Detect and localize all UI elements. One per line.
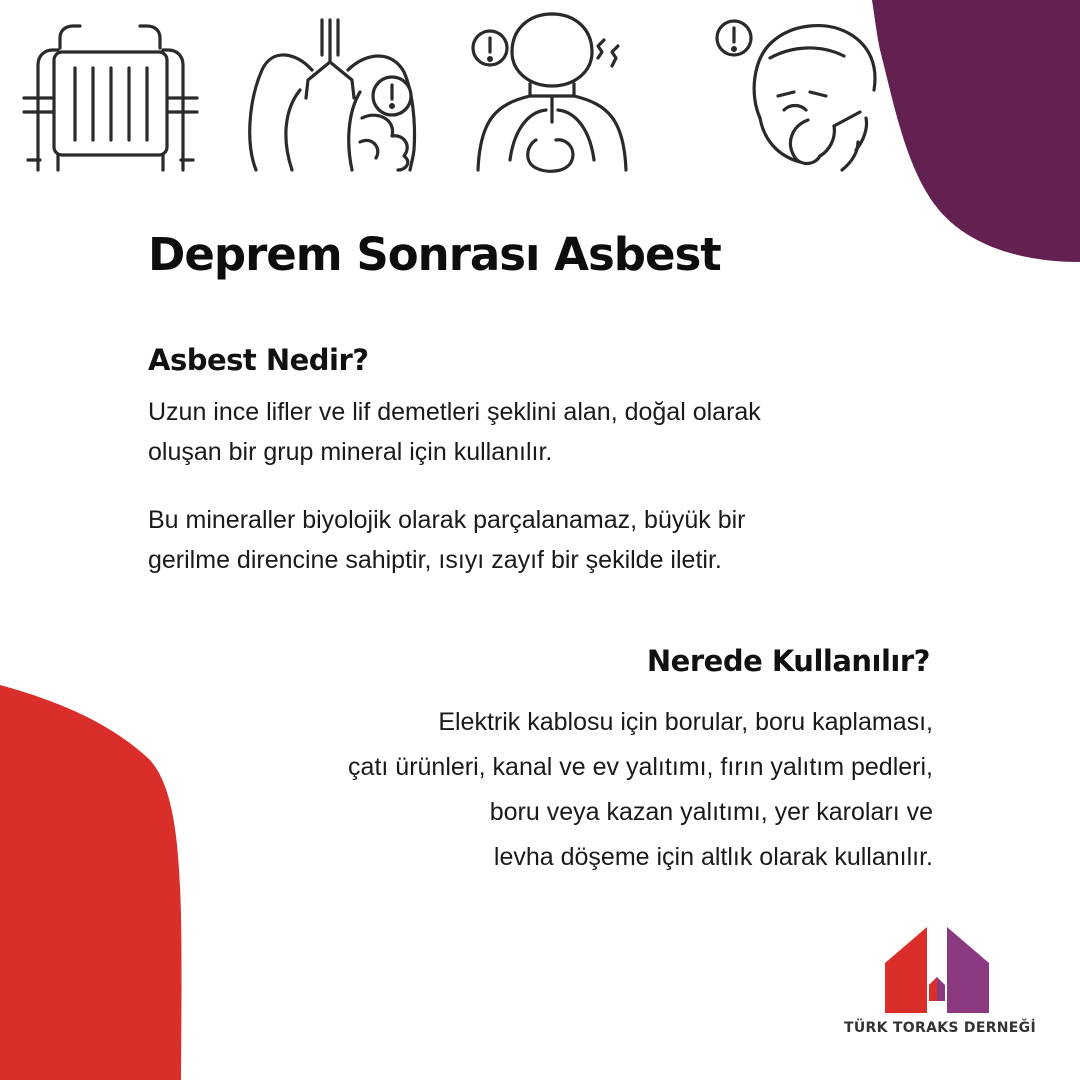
- purple-corner-shape: [872, 0, 1080, 262]
- turk-toraks-dernegi-logo: [840, 925, 1040, 1036]
- asbest-definition-paragraph: [148, 392, 761, 472]
- logo-text: TÜRK TORAKS DERNEĞİ: [844, 1020, 1036, 1036]
- text-line: boru veya kazan yalıtımı, yer karoları ve: [489, 798, 933, 826]
- text-line: oluşan bir grup mineral için kullanılır.: [148, 438, 553, 466]
- asbest-usage-paragraph: [348, 700, 933, 880]
- text-line: levha döşeme için altlık olarak kullanılır.: [493, 843, 933, 871]
- text-line: gerilme direncine sahiptir, ısıyı zayıf bir şekilde iletir.: [148, 546, 722, 574]
- red-corner-shape: [0, 685, 182, 1080]
- icon-row: [0, 0, 880, 180]
- lungs-icon: [250, 20, 415, 170]
- section-heading-nerede-kullanilir: Nerede Kullanılır?: [646, 644, 930, 678]
- asbest-properties-paragraph: [148, 500, 746, 580]
- text-line: çatı ürünleri, kanal ve ev yalıtımı, fırın yalıtım pedleri,: [348, 753, 933, 781]
- logo-mark-icon: [885, 925, 995, 1015]
- text-line: Bu mineraller biyolojik olarak parçalanamaz, büyük bir: [148, 506, 746, 534]
- section-heading-asbest-nedir: Asbest Nedir?: [148, 343, 369, 377]
- coughing-person-icon: [717, 21, 875, 170]
- text-line: Uzun ince lifler ve lif demetleri şeklini alan, doğal olarak: [148, 398, 761, 426]
- radiator-icon: [24, 26, 197, 170]
- text-line: Elektrik kablosu için borular, boru kaplaması,: [438, 708, 933, 736]
- page-title: Deprem Sonrası Asbest: [148, 228, 721, 281]
- chest-pain-icon: [473, 14, 626, 171]
